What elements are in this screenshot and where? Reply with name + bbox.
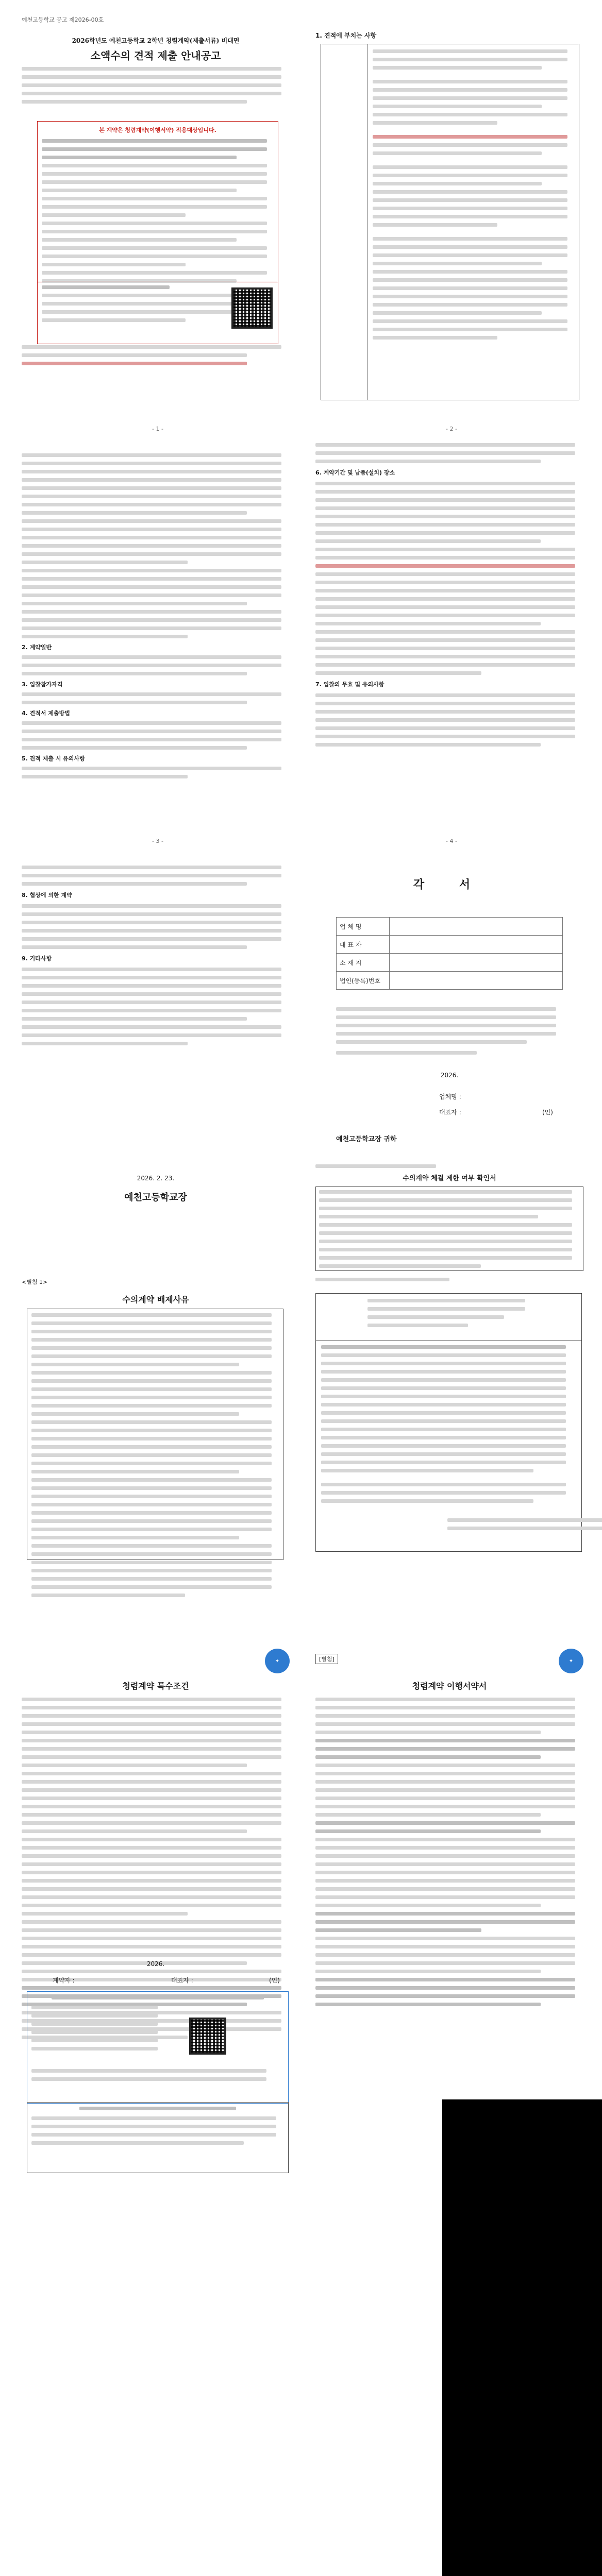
- page-4: [315, 433, 583, 835]
- pledge-title: 각 서: [413, 878, 486, 891]
- page-2: [315, 15, 583, 422]
- notice-box-label: 본 계약은 청렴계약(이행서약) 적용대상입니다.: [99, 127, 216, 133]
- row-label: 업 체 명: [337, 918, 390, 936]
- exclusion-box: [27, 1309, 283, 1560]
- special-terms-title: 청렴계약 특수조건: [122, 1681, 189, 1691]
- notice-date: 2026. 2. 23.: [137, 1175, 175, 1182]
- sign-company: 업체명 :: [439, 1093, 461, 1100]
- school-logo-icon: ✦: [265, 1649, 290, 1673]
- bid-info-table: [321, 44, 579, 400]
- section-heading: 2. 계약일반: [22, 644, 52, 651]
- title-top: 2026학년도 예천고등학교 2학년 청렴계약(제출서류) 비대면: [72, 37, 240, 44]
- pledge-body: [336, 1007, 563, 1059]
- attachment-tag: [별첨]: [315, 1654, 338, 1664]
- section-heading: 6. 계약기간 및 납품(설치) 장소: [315, 469, 395, 476]
- section-heading: 8. 협상에 의한 계약: [22, 892, 72, 899]
- section-heading: 3. 입찰참가자격: [22, 681, 63, 688]
- section-heading: 7. 입찰의 무효 및 유의사항: [315, 681, 384, 688]
- report-box: [37, 281, 278, 344]
- terms-date: 2026.: [146, 1960, 165, 1968]
- page5-body: [22, 866, 290, 1050]
- pledge-date: 2026.: [440, 1072, 459, 1079]
- confirmation-form: [315, 1164, 583, 1267]
- terms-rep: 대표자 :: [171, 1977, 193, 1984]
- page-3: [22, 433, 290, 835]
- exclusion-title: 수의계약 배제사유: [122, 1295, 189, 1304]
- pledge-doc-title: 청렴계약 이행서약서: [412, 1681, 487, 1691]
- row-label: 대 표 자: [337, 936, 390, 954]
- confirmation-box: [27, 2102, 289, 2173]
- row-label: 소 재 지: [337, 954, 390, 972]
- page3-body: [22, 453, 290, 783]
- page-7: [22, 1278, 290, 1566]
- page-9: [22, 1649, 290, 2205]
- signature-school: 예천고등학교장: [124, 1192, 187, 1203]
- page-title: 소액수의 견적 제출 안내공고: [90, 49, 221, 62]
- page-number: - 4 -: [446, 838, 457, 844]
- page-5: [22, 845, 290, 1267]
- page1-footnotes: [22, 345, 290, 370]
- page-number: - 1 -: [152, 426, 163, 432]
- page-number: - 3 -: [152, 838, 163, 844]
- addressee: 예천고등학교장 귀하: [336, 1136, 397, 1143]
- page-6: [315, 845, 583, 1267]
- terms-contractor: 계약자 :: [53, 1977, 75, 1984]
- attachment-label: <별첨 1>: [22, 1279, 48, 1285]
- section-heading: 9. 기타사항: [22, 955, 52, 962]
- intro-text: [22, 67, 290, 108]
- notice-box: [37, 121, 278, 282]
- page4-body: [315, 443, 583, 751]
- qr-code-icon: [189, 2018, 226, 2055]
- page-header: 예천고등학교 공고 제2026-00호: [22, 16, 104, 23]
- blank-page-area: [442, 2099, 602, 2576]
- pledge-doc-body: [315, 1698, 583, 2011]
- report-guide-box: [27, 1991, 289, 2104]
- qr-code-icon: [231, 287, 273, 329]
- confirm-title: 수의계약 체결 제한 여부 확인서: [403, 1175, 496, 1182]
- page-10: [315, 1649, 583, 2071]
- section-heading: 5. 견적 제출 시 유의사항: [22, 755, 85, 762]
- page-8: [315, 1278, 583, 1566]
- restriction-check-table: [315, 1293, 582, 1552]
- section-heading: 4. 견적서 제출방법: [22, 710, 70, 717]
- page-1: [22, 15, 290, 422]
- page-number: - 2 -: [446, 426, 457, 432]
- row-label: 법인(등록)번호: [337, 972, 390, 990]
- terms-seal: (인): [269, 1977, 280, 1984]
- sign-rep: 대표자 :: [439, 1109, 461, 1116]
- pledge-table: [336, 917, 563, 990]
- school-logo-icon: ✦: [559, 1649, 583, 1673]
- section-title: 1. 견적에 부치는 사항: [315, 32, 377, 39]
- seal-mark: (인): [542, 1109, 553, 1116]
